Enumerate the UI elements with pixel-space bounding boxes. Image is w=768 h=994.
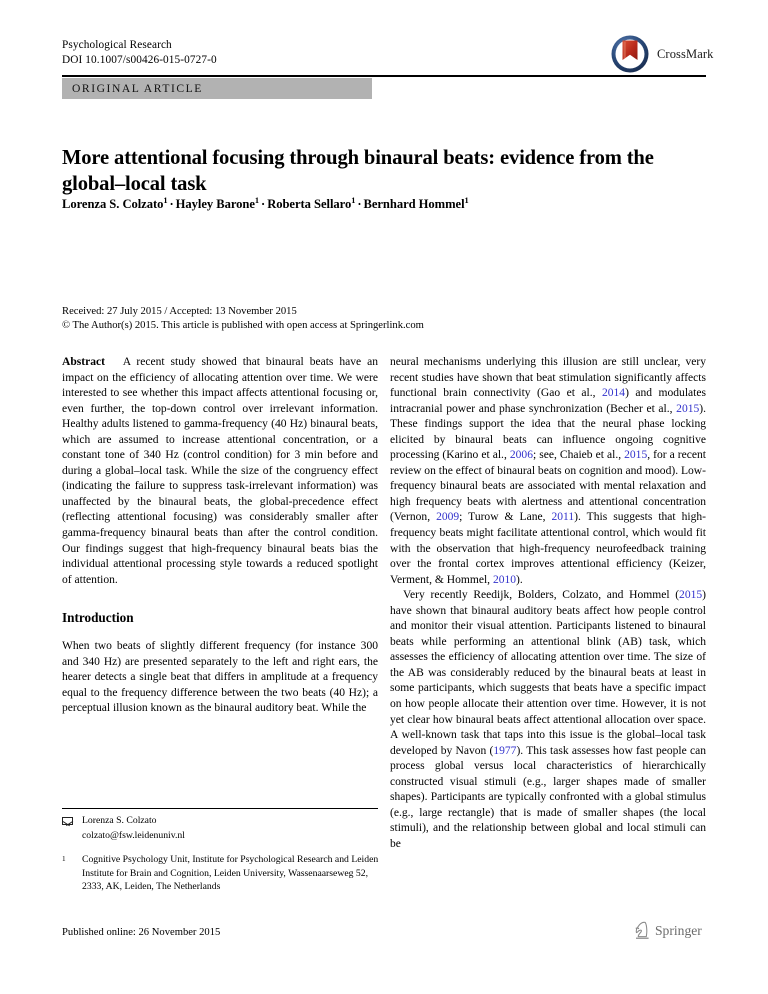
- envelope-icon: [62, 814, 82, 829]
- citation-link[interactable]: 2015: [679, 589, 703, 602]
- affiliation-marker: 1: [62, 855, 66, 864]
- citation-link[interactable]: 2014: [601, 387, 626, 400]
- text-run: ). This suggests that high-frequency beats might facilitate attentional control, which would fit with the observation that high-frequency neurofeedback training over the frontal cortex improves attentional efficiency (Keizer, Verment, & Hommel,: [390, 511, 707, 586]
- published-online-line: Published online: 26 November 2015: [62, 927, 221, 938]
- author-entry: [62, 197, 168, 211]
- text-run: ; Turow & Lane,: [459, 511, 552, 524]
- intro-paragraph-1-continued: [390, 355, 706, 588]
- author-list: [62, 196, 706, 213]
- text-run: ).: [516, 573, 523, 586]
- corresponding-author-block: [62, 814, 382, 842]
- abstract-label: Abstract: [62, 356, 105, 368]
- citation-link[interactable]: 1977: [493, 744, 517, 757]
- text-run: ). These findings support the idea that the neural phase locking elicited by binaural beats can influence ongoing cognitive processing (Karino et al.,: [390, 402, 706, 462]
- text-run: ). This task assesses how fast people can process global versus local characteristics of hierarchically constructed visual stimuli (e.g., larger shapes made of smaller shapes). Participants are typically confronted with a global stimulus (e.g., large rectangle) that is made of smaller shapes (the local stimuli), and the relationship between global and local stimuli can be: [390, 744, 706, 850]
- text-run: ) and modulates intracranial power and phase synchronization (Becher et al.,: [390, 387, 706, 415]
- text-run: neural mechanisms underlying this illusion are still unclear, very recent studies have shown that beat stimulation significantly affects functional brain connectivity (Gao et al.,: [390, 356, 706, 400]
- author-name: Bernhard Hommel: [363, 197, 465, 211]
- footnote-divider: [62, 808, 378, 809]
- abstract-paragraph: [62, 355, 378, 588]
- corresponding-author-name: Lorenza S. Colzato: [82, 815, 157, 826]
- text-run: ; see, Chaieb et al.,: [532, 449, 625, 462]
- citation-link[interactable]: 2011: [551, 511, 575, 524]
- author-affiliation-marker: 1: [351, 195, 356, 205]
- springer-logo: [634, 921, 702, 940]
- springer-knight-icon: [634, 921, 651, 940]
- doi-line: DOI 10.1007/s00426-015-0727-0: [62, 54, 217, 66]
- affiliation-text: Cognitive Psychology Unit, Institute for Psychological Research and Leiden Institute for Brain and Cognition, Leiden University, Wassenaarseweg 52, 2333, AK, Leiden, The Netherlands: [82, 854, 379, 892]
- journal-name: Psychological Research: [62, 39, 172, 51]
- citation-link[interactable]: 2015: [624, 449, 648, 462]
- section-heading-introduction: Introduction: [62, 610, 134, 626]
- citation-link[interactable]: 2006: [509, 449, 533, 462]
- author-entry: [364, 197, 469, 211]
- article-type-band: [62, 78, 372, 99]
- article-type-label: ORIGINAL ARTICLE: [72, 82, 203, 95]
- author-name: Lorenza S. Colzato: [62, 197, 164, 211]
- publication-dates: [62, 305, 706, 333]
- author-entry: [176, 197, 259, 211]
- text-run: ) have shown that binaural auditory beats affect how people control and monitor their visual attention. Participants listened to binaural beats while performing an attentional blink (AB) task, which assesses the efficiency of allocating attention over time. The size of the AB was considerably reduced by the binaural beats at least in some participants, which suggests that beats have a specific impact on how people allocate their attention over time. However, it is not yet clear how binaural beats affect attentional allocation over space. A well-known task that taps into this issue is the global–local task developed by Navon (: [390, 589, 706, 757]
- author-name: Roberta Sellaro: [267, 197, 352, 211]
- received-accepted-line: Received: 27 July 2015 / Accepted: 13 November 2015: [62, 306, 297, 317]
- footnotes: [62, 814, 382, 893]
- citation-link[interactable]: 2015: [676, 402, 700, 415]
- crossmark-label: CrossMark: [657, 46, 714, 61]
- author-entry: [267, 197, 355, 211]
- column-right: [390, 355, 706, 853]
- author-separator: ·: [357, 197, 362, 211]
- page-title: More attentional focusing through binaural beats: evidence from the global–local task: [62, 146, 654, 196]
- author-affiliation-marker: 1: [254, 195, 260, 205]
- column-left: [62, 355, 378, 717]
- intro-paragraph-2: [390, 588, 706, 852]
- author-name: Hayley Barone: [175, 197, 255, 211]
- author-separator: ·: [261, 197, 266, 211]
- author-affiliation-marker: 1: [163, 195, 168, 205]
- copyright-line: © The Author(s) 2015. This article is published with open access at Springerlink.com: [62, 320, 424, 332]
- text-run: Very recently Reedijk, Bolders, Colzato, and Hommel (: [403, 589, 680, 602]
- publisher-name: Springer: [655, 922, 702, 938]
- author-affiliation-marker: 1: [464, 195, 469, 205]
- affiliation-block: [62, 853, 382, 893]
- header-divider: [62, 75, 706, 77]
- citation-link[interactable]: 2009: [436, 511, 460, 524]
- author-separator: ·: [169, 197, 174, 211]
- crossmark-badge[interactable]: [608, 30, 714, 78]
- text-run: , for a recent review on the effect of binaural beats on cognition and mood). Low-frequency binaural beats are associated with mental relaxation and high frequency beats with alertness and attentional concentration (Vernon,: [390, 449, 706, 524]
- crossmark-icon: [608, 32, 652, 76]
- citation-link[interactable]: 2010: [492, 573, 517, 586]
- corresponding-author-email[interactable]: colzato@fsw.leidenuniv.nl: [82, 830, 185, 842]
- intro-paragraph-1: When two beats of slightly different frequency (for instance 300 and 340 Hz) are presented separately to the left and right ears, the hearer detects a single beat that differs in amplitude at a frequency equal to the frequency difference between the two beats (40 Hz); a perceptual illusion known as the binaural auditory beat. While the: [62, 640, 378, 715]
- abstract-text: A recent study showed that binaural beats have an impact on the efficiency of allocating attention over time. We were interested to see whether this impact affects attentional focusing or, even further, the top-down control over irrelevant information. Healthy adults listened to gamma-frequency (40 Hz) binaural beats, which are assumed to increase attentional concentration, or a constant tone of 340 Hz (control condition) for 3 min before and during a global–local task. While the size of the congruency effect (indicating the failure to suppress task-irrelevant information) was unaffected by the binaural beats, the global-precedence effect (reflecting attentional focusing) was considerably smaller after gamma-frequency binaural beats than after the control condition. Our findings suggest that high-frequency binaural beats bias the individual attentional processing style towards a reduced spotlight of attention.: [62, 356, 378, 586]
